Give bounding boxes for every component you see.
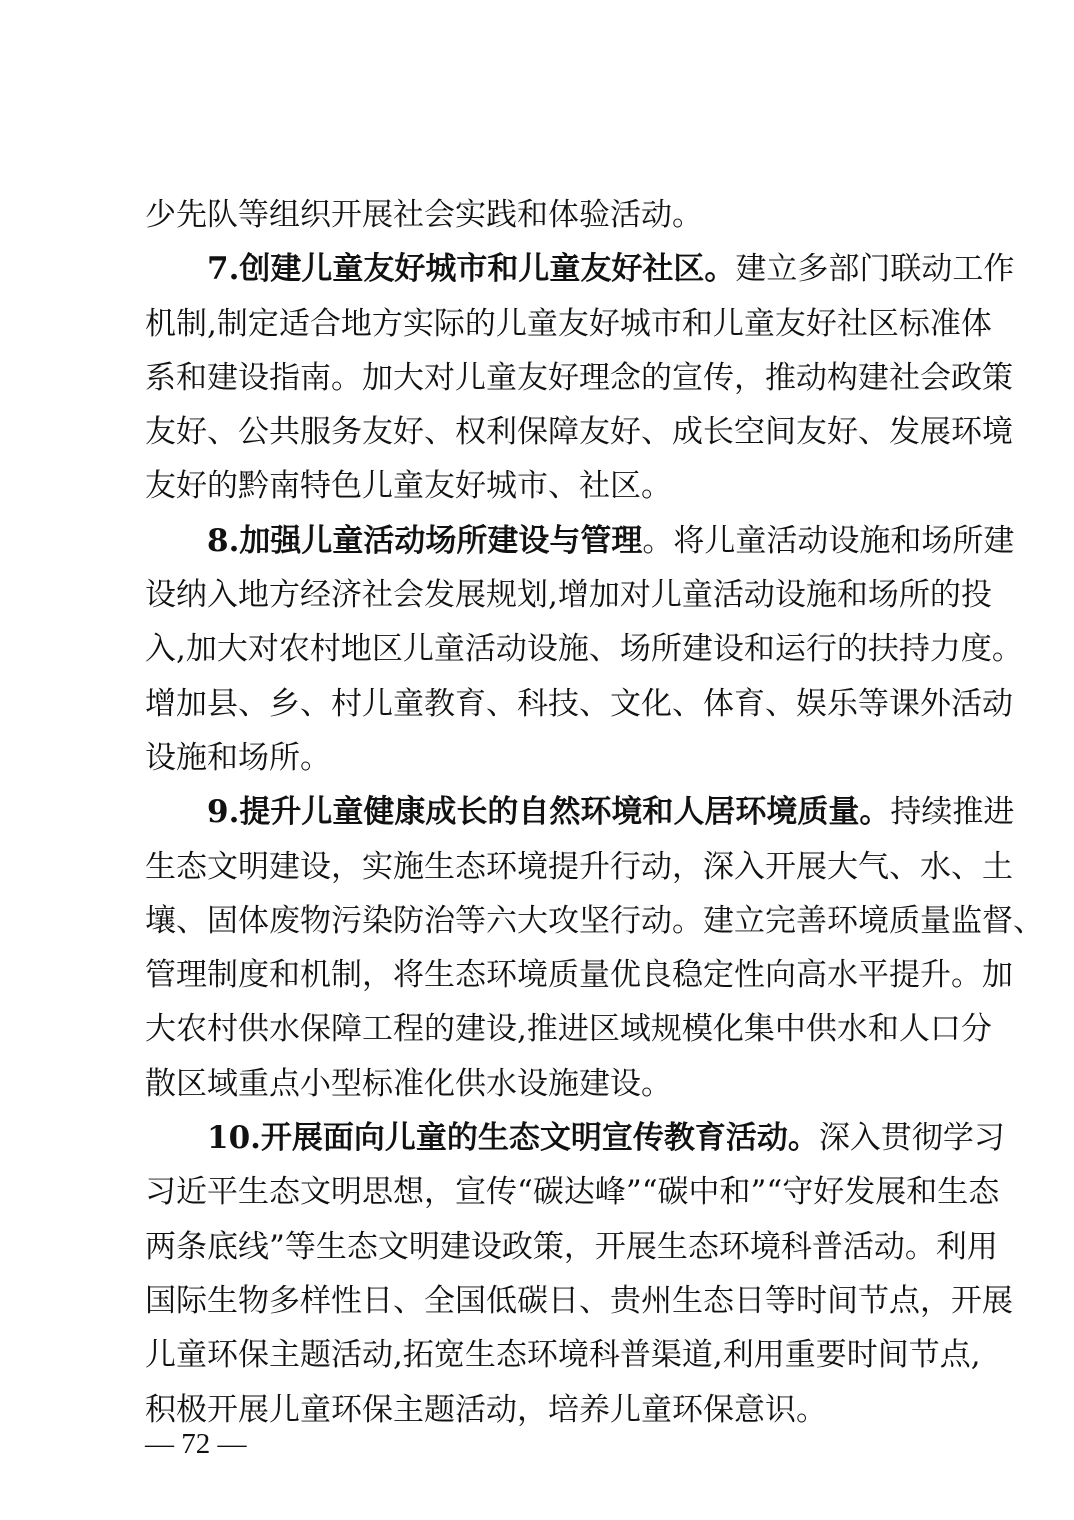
text-line	[145, 1002, 992, 1056]
text-line	[145, 1383, 940, 1437]
text-line	[145, 948, 1013, 1002]
body-text: 增加县、乡、村儿童教育、科技、文化、体育、娱乐等课外活动	[145, 685, 1013, 722]
text-line	[145, 1057, 940, 1111]
body-text: 大农村供水保障工程的建设,推进区域规模化集中供水和人口分	[145, 1011, 992, 1048]
body-text: 系和建设指南。加大对儿童友好理念的宣传，推动构建社会政策	[145, 359, 1013, 396]
text-line	[145, 514, 1015, 568]
text-line	[145, 677, 1013, 731]
text-line	[145, 622, 1023, 676]
body-text: 持续推进	[890, 794, 1015, 831]
body-text: 建立多部门联动工作	[735, 251, 1015, 288]
text-line	[145, 1165, 1000, 1219]
text-line	[145, 188, 940, 242]
text-line	[145, 1220, 998, 1274]
body-text: 儿童环保主题活动,拓宽生态环境科普渠道,利用重要时间节点,	[145, 1337, 981, 1374]
body-text: 设施和场所。	[145, 739, 331, 776]
body-text: 设纳入地方经济社会发展规划,增加对儿童活动设施和场所的投	[145, 577, 992, 614]
text-line	[145, 894, 1044, 948]
body-text: 。将儿童活动设施和场所建	[642, 522, 1015, 559]
text-line	[145, 405, 1013, 459]
body-text: 入,加大对农村地区儿童活动设施、场所建设和运行的扶持力度。	[145, 631, 1023, 668]
text-line	[145, 459, 940, 513]
body-text: 管理制度和机制，将生态环境质量优良稳定性向高水平提升。加	[145, 957, 1013, 994]
page-number: — 72 —	[145, 1428, 247, 1460]
body-text: 习近平生态文明思想，宣传“碳达峰”“碳中和”“守好发展和生态	[145, 1174, 1000, 1211]
text-line	[145, 1111, 1005, 1165]
text-line	[145, 1328, 981, 1382]
body-text: 国际生物多样性日、全国低碳日、贵州生态日等时间节点，开展	[145, 1282, 1013, 1319]
section-heading: 9.提升儿童健康成长的自然环境和人居环境质量。	[207, 794, 891, 831]
body-text: 少先队等组织开展社会实践和体验活动。	[145, 197, 703, 233]
body-text: 机制,制定适合地方实际的儿童友好城市和儿童友好社区标准体	[145, 305, 992, 342]
document-body	[145, 188, 1044, 1437]
text-line	[145, 351, 1013, 405]
body-text: 深入贯彻学习	[818, 1120, 1005, 1157]
section-heading: 7.创建儿童友好城市和儿童友好社区。	[207, 251, 736, 288]
section-heading: 8.加强儿童活动场所建设与管理	[207, 522, 643, 559]
body-text: 生态文明建设，实施生态环境提升行动，深入开展大气、水、土	[145, 848, 1013, 885]
text-line	[145, 785, 1015, 839]
body-text: 友好、公共服务友好、权利保障友好、成长空间友好、发展环境	[145, 414, 1013, 451]
section-heading: 10.开展面向儿童的生态文明宣传教育活动。	[207, 1120, 819, 1157]
text-line	[145, 568, 992, 622]
body-text: 壤、固体废物污染防治等六大攻坚行动。建立完善环境质量监督、	[145, 902, 1044, 939]
body-text: 两条底线”等生态文明建设政策，开展生态环境科普活动。利用	[145, 1228, 998, 1265]
body-text: 积极开展儿童环保主题活动，培养儿童环保意识。	[145, 1391, 827, 1428]
text-line	[145, 1274, 1013, 1328]
text-line	[145, 840, 1013, 894]
text-line	[145, 242, 1015, 296]
body-text: 友好的黔南特色儿童友好城市、社区。	[145, 468, 672, 505]
text-line	[145, 731, 940, 785]
text-line	[145, 297, 992, 351]
body-text: 散区域重点小型标准化供水设施建设。	[145, 1065, 672, 1102]
